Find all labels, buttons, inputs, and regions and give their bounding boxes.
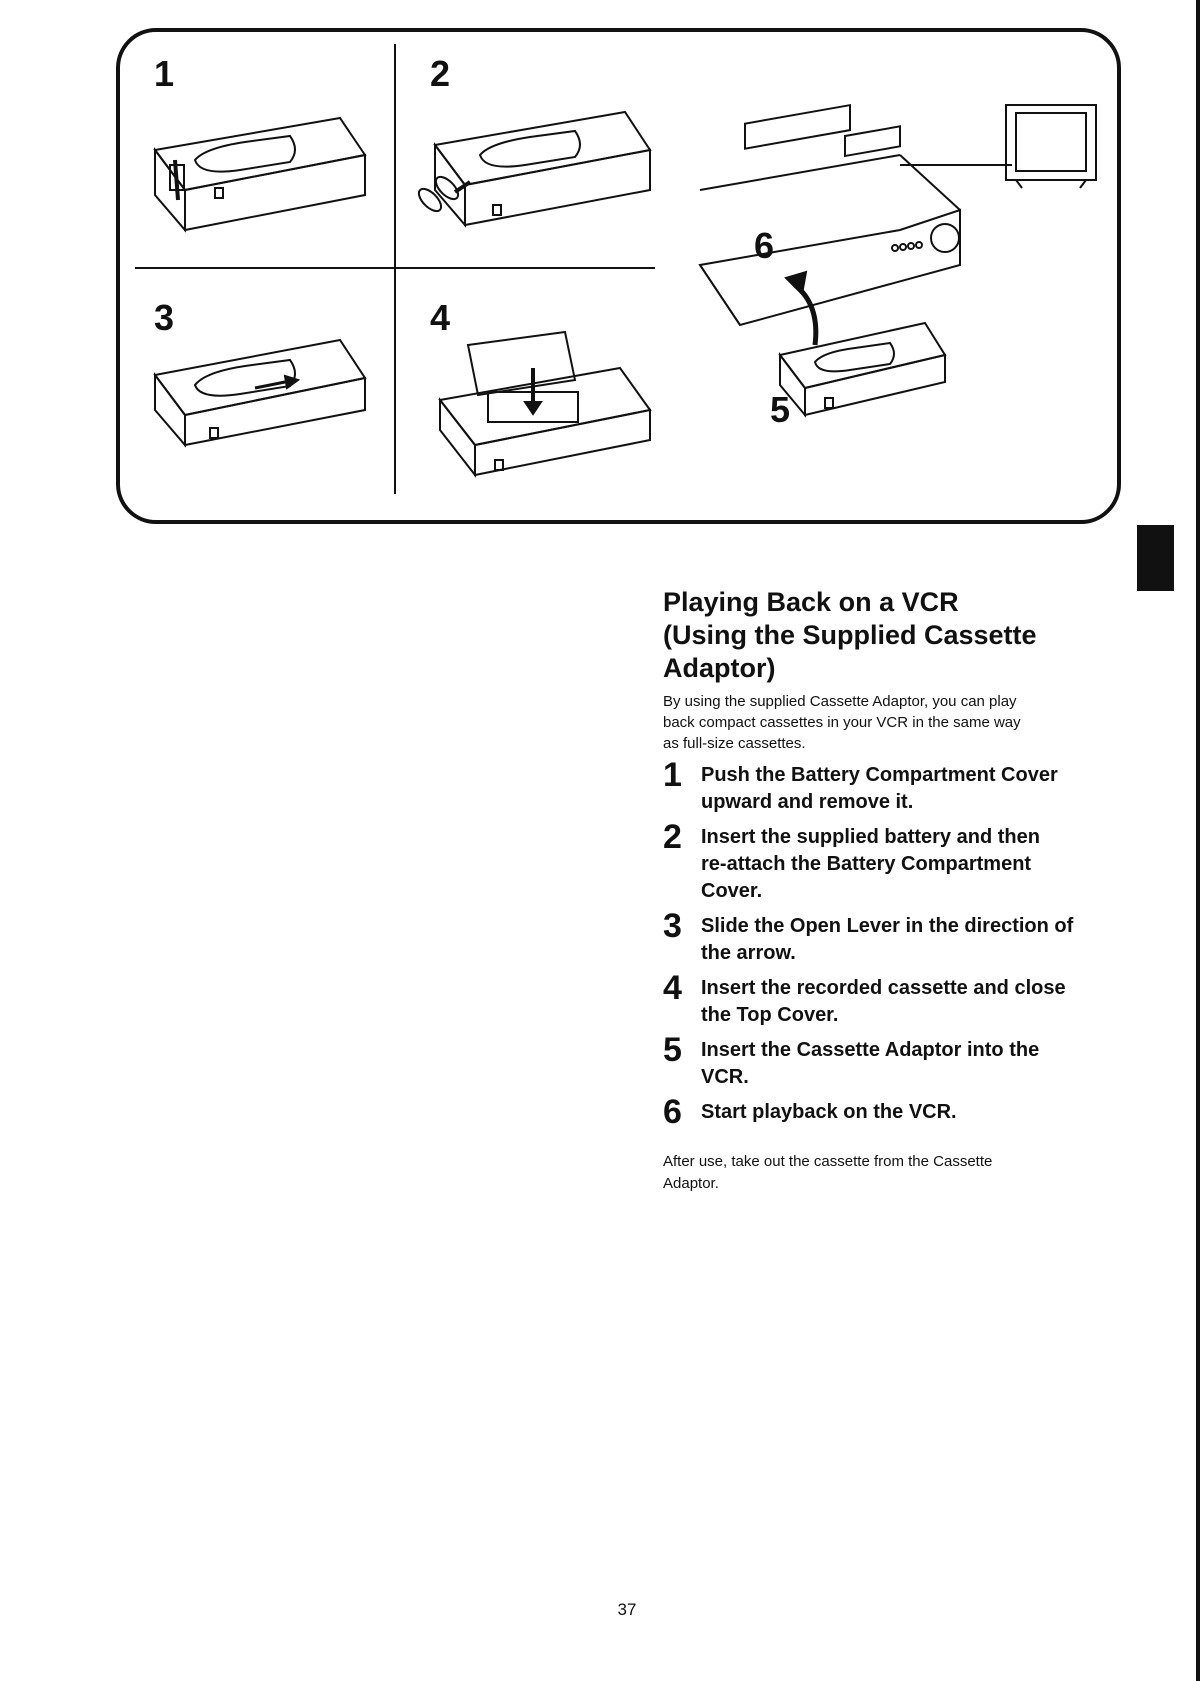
title-line-3: Adaptor) <box>663 653 776 683</box>
step-line: VCR. <box>701 1066 749 1088</box>
illustration-drawing <box>0 0 1204 560</box>
step-text <box>701 911 1073 967</box>
tv-monitor <box>900 105 1096 188</box>
instructions-column <box>663 586 1123 1195</box>
step-number: 1 <box>663 756 682 794</box>
step-line: Start playback on the VCR. <box>701 1101 957 1123</box>
after-use-note <box>663 1151 1123 1195</box>
cassette-adaptor-for-vcr <box>780 323 945 415</box>
step-text <box>701 973 1066 1029</box>
step-6 <box>663 1093 1123 1131</box>
panel-label-4: 4 <box>430 297 451 338</box>
step-text <box>701 1035 1039 1091</box>
vcr-callout-5: 5 <box>770 389 791 430</box>
panel-label-3: 3 <box>154 297 175 338</box>
step-2 <box>663 818 1123 905</box>
panel-label-2: 2 <box>430 53 451 94</box>
step-number: 6 <box>663 1093 682 1131</box>
step-4 <box>663 969 1123 1029</box>
step-line: Insert the supplied battery and then <box>701 826 1040 848</box>
section-title <box>663 586 1123 685</box>
step-number: 4 <box>663 969 682 1007</box>
cassette-adaptor-panel-3 <box>155 340 365 445</box>
step-number: 2 <box>663 818 682 856</box>
step-text <box>701 1097 957 1127</box>
steps-list <box>663 756 1123 1131</box>
intro-paragraph <box>663 691 1123 754</box>
step-line: upward and remove it. <box>701 791 914 813</box>
title-line-2: (Using the Supplied Cassette <box>663 620 1037 650</box>
panel-label-1: 1 <box>154 53 175 94</box>
step-number: 5 <box>663 1031 682 1069</box>
title-line-1: Playing Back on a VCR <box>663 587 959 617</box>
step-text <box>701 760 1058 816</box>
step-text <box>701 822 1040 905</box>
step-3 <box>663 907 1123 967</box>
note-line: Adaptor. <box>663 1175 719 1192</box>
step-line: Push the Battery Compartment Cover <box>701 764 1058 786</box>
step-line: re-attach the Battery Compartment <box>701 853 1032 875</box>
vcr-unit <box>700 105 960 325</box>
cassette-adaptor-panel-4 <box>440 332 650 475</box>
step-line: Insert the Cassette Adaptor into the <box>701 1039 1040 1061</box>
step-line: Slide the Open Lever in the direction of <box>701 915 1074 937</box>
intro-line-1: By using the supplied Cassette Adaptor, you can play <box>663 693 1017 710</box>
intro-line-2: back compact cassettes in your VCR in the same way <box>663 714 1021 731</box>
page-number: 37 <box>617 1600 637 1619</box>
step-line: the arrow. <box>701 942 796 964</box>
step-line: Insert the recorded cassette and close <box>701 977 1066 999</box>
step-5 <box>663 1031 1123 1091</box>
step-line: the Top Cover. <box>701 1004 839 1026</box>
note-line: After use, take out the cassette from the Cassette <box>663 1153 993 1170</box>
step-line: Cover. <box>701 880 763 902</box>
intro-line-3: as full-size cassettes. <box>663 735 806 752</box>
cassette-adaptor-panel-1 <box>155 118 365 230</box>
vcr-callout-6: 6 <box>754 225 775 266</box>
step-1 <box>663 756 1123 816</box>
step-number: 3 <box>663 907 682 945</box>
cassette-adaptor-panel-2 <box>415 112 650 225</box>
